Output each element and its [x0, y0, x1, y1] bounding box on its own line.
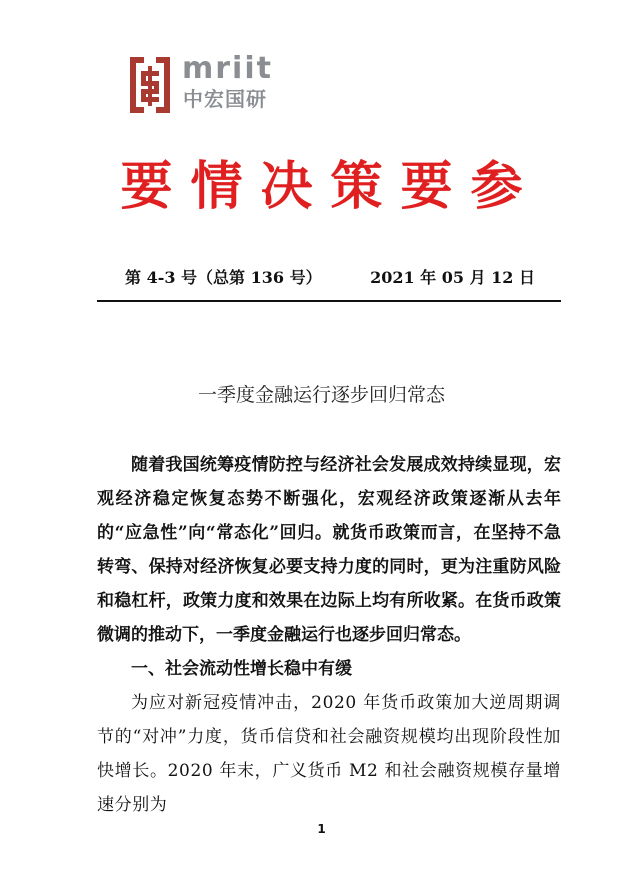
section-heading: 一、社会流动性增长稳中有缓 — [131, 659, 352, 679]
masthead-title: 要情决策要参 — [120, 157, 541, 217]
issue-date: 2021 年 05 月 12 日 — [370, 268, 535, 287]
mriit-logo — [130, 51, 280, 115]
logo-brand-text: mriit — [182, 51, 273, 86]
article-title: 一季度金融运行逐步回归常态 — [197, 384, 445, 406]
issue-info — [125, 266, 535, 290]
logo-chinese-name: 中宏国研 — [183, 87, 267, 111]
lead-paragraph: 随着我国统筹疫情防控与经济社会发展成效持续显现，宏观经济稳定恢复态势不断强化，宏观经济政策逐渐从去年的“应急性”向“常态化”回归。就货币政策而言，在坚持不急转弯、保持对经济恢复必要支持力度的同时，更为注重防风险和稳杠杆，政策力度和效果在边际上均有所收紧。在货币政策微调的推动下，一季度金融运行也逐步回归常态。 — [97, 455, 561, 645]
article-body — [97, 448, 561, 822]
page-number: 1 — [317, 822, 326, 836]
mriit-logo-mark-icon — [130, 57, 170, 113]
issue-number: 第 4-3 号（总第 136 号） — [125, 268, 322, 287]
section-paragraph: 为应对新冠疫情冲击，2020 年货币政策加大逆周期调节的“对冲”力度，货币信贷和社会融资规模均出现阶段性加快增长。2020 年末，广义货币 M2 和社会融资规模存量增速分别为 — [97, 693, 561, 815]
header-divider — [97, 300, 561, 302]
